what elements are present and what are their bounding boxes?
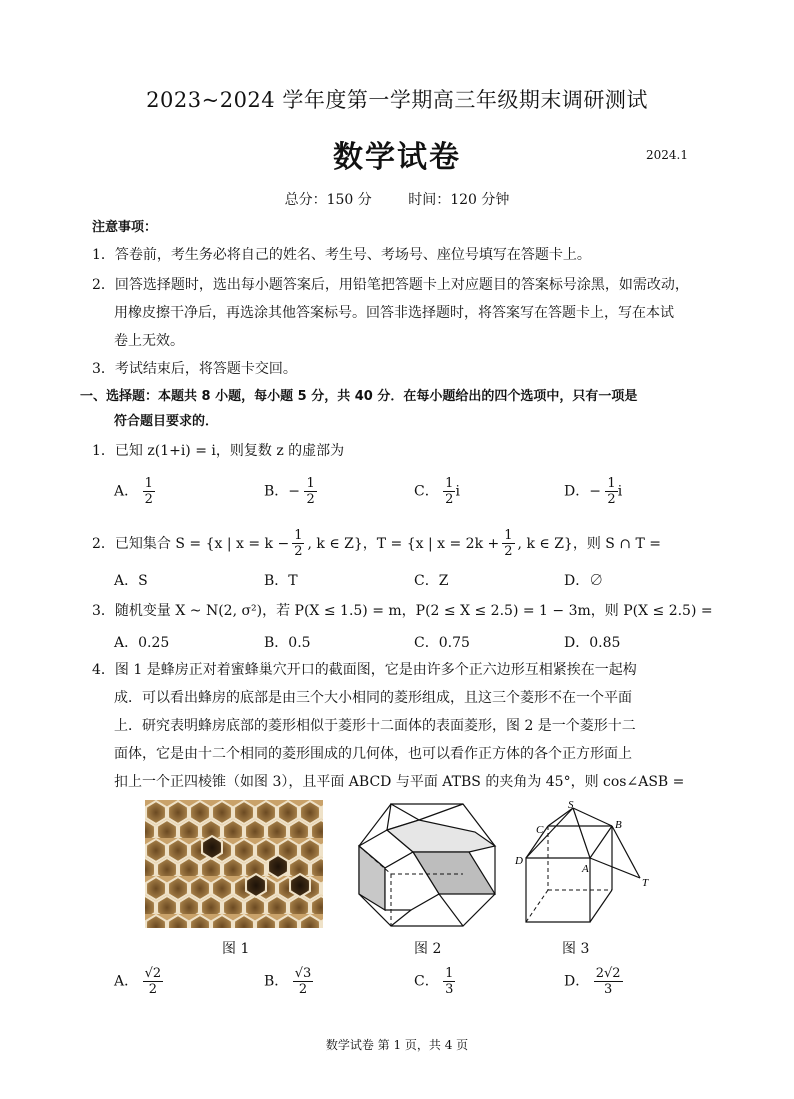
q4-option-a [114, 966, 163, 997]
rhombic-dodecahedron-figure [355, 798, 497, 930]
q4-a-label: A． [114, 973, 139, 990]
q4-c-label: C． [414, 973, 439, 990]
fig3-label-b: B [615, 819, 622, 831]
q1-d-label: D．− [564, 483, 601, 500]
fig3-label-s: S [568, 799, 574, 811]
note-2: 2．回答选择题时，选出每小题答案后，用铅笔把答题卡上对应题目的答案标号涂黑，如需改动， [92, 277, 689, 293]
q1-c-imag: i [455, 483, 460, 500]
section1-heading: 一、选择题：本题共 8 小题，每小题 5 分，共 40 分．在每小题给出的四个选项中，只有一项是 [80, 389, 638, 404]
q2-frac-1-num: 1 [294, 528, 303, 543]
q1-option-a [114, 476, 155, 507]
q4-a-fraction [143, 966, 164, 997]
q2-option-a: A．S [114, 573, 148, 589]
q2-stem-c: , k ∈ Z}，则 S ∩ T = [517, 535, 662, 552]
q2-option-d: D．∅ [564, 573, 604, 589]
q1-b-num: 1 [306, 476, 315, 491]
q2-frac-1-den: 2 [294, 544, 303, 559]
q1-b-label: B．− [264, 483, 301, 500]
q4-option-c [414, 966, 455, 997]
q2-frac-2-den: 2 [504, 544, 513, 559]
honeycomb-photo [145, 800, 323, 928]
q1-a-label: A． [114, 483, 139, 500]
note-2-end: 卷上无效。 [114, 333, 184, 349]
q1-a-num: 1 [144, 476, 153, 491]
q4-d-num: 2√2 [595, 966, 621, 981]
fig3-label-c: C [536, 824, 544, 836]
q4-b-den: 2 [298, 982, 308, 997]
q4-c-num: 1 [445, 966, 454, 981]
fig3-label-d: D [515, 855, 523, 867]
q4-b-fraction [293, 966, 314, 997]
q1-c-label: C． [414, 483, 439, 500]
q4-a-den: 2 [148, 982, 157, 997]
q4-line-5: 扣上一个正四棱锥（如图 3），且平面 ABCD 与平面 ATBS 的夹角为 45°，则 cos∠ASB = [114, 774, 685, 790]
section1-heading-cont: 符合题目要求的． [114, 414, 219, 429]
q2-frac-1 [292, 528, 304, 559]
q1-a-fraction [143, 476, 155, 507]
exam-title: 2023~2024 学年度第一学期高三年级期末调研测试 [146, 88, 648, 112]
q1-a-den: 2 [144, 492, 153, 507]
q1-c-den: 2 [445, 492, 454, 507]
q4-option-b [264, 966, 313, 997]
total-score: 总分：150 分 [284, 192, 372, 208]
q4-option-d [564, 966, 623, 997]
q1-b-fraction [304, 476, 316, 507]
q3-option-a: A．0.25 [114, 635, 170, 651]
exam-date: 2024.1 [646, 148, 688, 162]
fig3-label-a: A [582, 863, 589, 875]
q1-option-d [564, 476, 622, 507]
q4-c-den: 3 [445, 982, 454, 997]
q2-frac-2-num: 1 [504, 528, 513, 543]
q4-d-fraction [594, 966, 623, 997]
notes-heading: 注意事项： [92, 220, 158, 235]
page-footer: 数学试卷 第 1 页，共 4 页 [325, 1038, 469, 1052]
q1-d-imag: i [617, 483, 623, 500]
q4-line-4: 面体，它是由十二个相同的菱形围成的几何体，也可以看作正方体的各个正方形面上 [114, 746, 632, 762]
q4-b-num: √3 [294, 966, 312, 981]
q2-option-b: B．T [264, 573, 298, 589]
q2-stem [92, 528, 661, 559]
note-2-cont: 用橡皮擦干净后，再选涂其他答案标号。回答非选择题时，将答案写在答题卡上，写在本试 [114, 305, 674, 321]
q4-line-3: 上．研究表明蜂房底部的菱形相似于菱形十二面体的表面菱形，图 2 是一个菱形十二 [114, 718, 636, 734]
q4-line-2: 成．可以看出蜂房的底部是由三个大小相同的菱形组成，且这三个菱形不在一个平面 [114, 690, 632, 706]
figure-1-caption: 图 1 [222, 941, 250, 957]
note-1: 1．答卷前，考生务必将自己的姓名、考生号、考场号、座位号填写在答题卡上。 [92, 247, 591, 263]
fig3-label-t: T [642, 877, 649, 889]
note-3: 3．考试结束后，将答题卡交回。 [92, 361, 297, 377]
q2-frac-2 [502, 528, 514, 559]
figure-3-caption: 图 3 [562, 941, 590, 957]
q4-a-num: √2 [144, 966, 162, 981]
q2-option-c: C．Z [414, 573, 449, 589]
q2-stem-b: , k ∈ Z}，T = {x | x = 2k + [307, 535, 500, 552]
q4-b-label: B． [264, 973, 289, 990]
cube-pyramid-figure [512, 798, 662, 933]
q1-c-num: 1 [445, 476, 454, 491]
q3-option-d: D．0.85 [564, 635, 621, 651]
q2-stem-a: 2．已知集合 S = {x | x = k − [92, 535, 290, 552]
q3-option-b: B．0.5 [264, 635, 311, 651]
q1-d-num: 1 [607, 476, 616, 491]
q3-option-c: C．0.75 [414, 635, 470, 651]
q1-c-fraction [443, 476, 455, 507]
exam-meta [0, 189, 794, 209]
q1-b-den: 2 [306, 492, 315, 507]
q3-stem: 3．随机变量 X ~ N(2, σ²)，若 P(X ≤ 1.5) = m，P(2 ≤ X ≤ 2.5) = 1 − 3m，则 P(X ≤ 2.5) = [92, 603, 713, 619]
exam-time: 时间：120 分钟 [408, 192, 510, 208]
q4-c-fraction [443, 966, 455, 997]
q4-line-1: 4．图 1 是蜂房正对着蜜蜂巢穴开口的截面图，它是由许多个正六边形互相紧挨在一起构 [92, 662, 637, 678]
q1-d-fraction [605, 476, 617, 507]
q4-d-den: 3 [603, 982, 613, 997]
q4-d-label: D． [564, 973, 590, 990]
figure-2-caption: 图 2 [414, 941, 442, 957]
exam-subtitle: 数学试卷 [333, 140, 461, 175]
q1-stem: 1．已知 z(1+i) = i，则复数 z 的虚部为 [92, 443, 345, 459]
q1-option-b [264, 476, 317, 507]
q1-option-c [414, 476, 460, 507]
q1-d-den: 2 [607, 492, 616, 507]
